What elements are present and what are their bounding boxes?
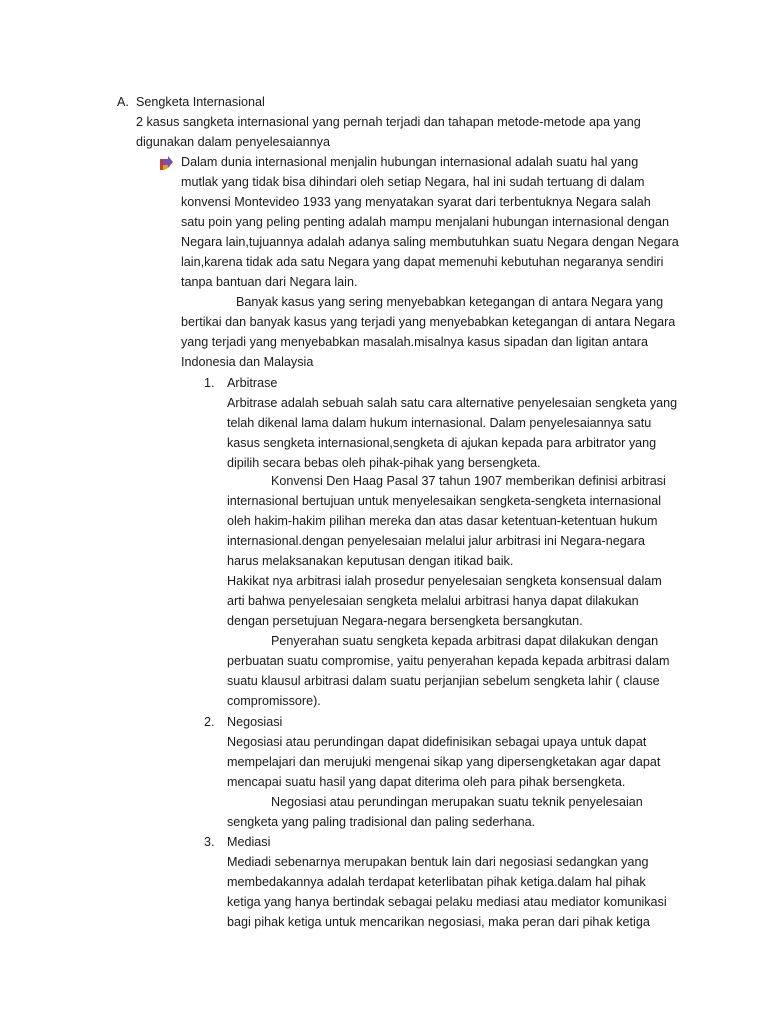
item-line: internasional bertujuan untuk menyelesaikan sengketa-sengketa internasional [227,494,662,508]
item-line: suatu klausul arbitrasi dalam suatu perjanjian sebelum sengketa lahir ( clause [227,674,660,688]
item-line: kasus sengketa internasional,sengketa di ajukan kepada para arbitrator yang [227,436,657,450]
item-line: Mediadi sebenarnya merupakan bentuk lain dari negosiasi sedangkan yang [227,855,649,869]
item-number: 3. [204,835,215,849]
item-line: Penyerahan suatu sengketa kepada arbitrasi dapat dilakukan dengan [271,634,659,648]
bullet-line: Dalam dunia internasional menjalin hubungan internasional adalah suatu hal yang [181,155,639,169]
item-title-arbitrase: Arbitrase [227,376,278,390]
item-line: Arbitrase adalah sebuah salah satu cara alternative penyelesaian sengketa yang [227,396,678,410]
bullet-para2-line: Banyak kasus yang sering menyebabkan ketegangan di antara Negara yang [236,295,664,309]
item-line: Negosiasi atau perundingan merupakan suatu teknik penyelesaian [271,795,643,809]
arrow-bullet-icon [158,156,174,172]
item-line: perbuatan suatu compromise, yaitu penyerahan kepada kepada arbitrasi dalam [227,654,670,668]
item-line: mencapai suatu hasil yang dapat diterima oleh para pihak bersengketa. [227,775,626,789]
bullet-line: konvensi Montevideo 1933 yang menyatakan syarat dari terbentuknya Negara salah [181,195,651,209]
bullet-para2-line: Indonesia dan Malaysia [181,355,314,369]
item-line: ketiga yang hanya bertindak sebagai pelaku mediasi atau mediator komunikasi [227,895,667,909]
item-line: arti bahwa penyelesaian sengketa melalui arbitrasi hanya dapat dilakukan [227,594,639,608]
item-line: harus melaksanakan keputusan dengan itikad baik. [227,554,514,568]
item-title-mediasi: Mediasi [227,835,271,849]
item-title-negosiasi: Negosiasi [227,715,283,729]
item-line: compromissore). [227,694,321,708]
item-number: 1. [204,376,215,390]
bullet-line: Negara lain,tujuannya adalah adanya saling membutuhkan suatu Negara dengan Negara [181,235,679,249]
item-line: bagi pihak ketiga untuk mencarikan negosiasi, maka peran dari pihak ketiga [227,915,650,929]
intro-line: digunakan dalam penyelesaiannya [136,135,330,149]
intro-line: 2 kasus sangketa internasional yang pernah terjadi dan tahapan metode-metode apa yang [136,115,641,129]
item-line: dengan persetujuan Negara-negara bersengketa bersangkutan. [227,614,583,628]
bullet-line: lain,karena tidak ada satu Negara yang dapat memenuhi kebutuhan negaranya sendiri [181,255,664,269]
item-line: Negosiasi atau perundingan dapat didefinisikan sebagai upaya untuk dapat [227,735,647,749]
section-letter: A. [117,95,129,109]
item-line: mempelajari dan merujuki mengenai sikap yang dipersengketakan agar dapat [227,755,661,769]
bullet-line: tanpa bantuan dari Negara lain. [181,275,358,289]
bullet-line: satu poin yang peling penting adalah mampu menjalani hubungan internasional dengan [181,215,670,229]
item-line: Konvensi Den Haag Pasal 37 tahun 1907 memberikan definisi arbitrasi [271,474,666,488]
item-line: Hakikat nya arbitrasi ialah prosedur penyelesaian sengketa konsensual dalam [227,574,662,588]
bullet-para2-line: yang terjadi yang menyebabkan masalah.misalnya kasus sipadan dan ligitan antara [181,335,648,349]
item-line: sengketa yang paling tradisional dan paling sederhana. [227,815,536,829]
bullet-line: mutlak yang tidak bisa dihindari oleh setiap Negara, hal ini sudah tertuang di dalam [181,175,645,189]
bullet-para2-line: bertikai dan banyak kasus yang terjadi yang menyebabkan ketegangan di antara Negara [181,315,676,329]
item-number: 2. [204,715,215,729]
item-line: internasional.dengan penyelesaian melalui jalur arbitrasi ini Negara-negara [227,534,645,548]
item-line: membedakannya adalah terdapat keterlibatan pihak ketiga.dalam hal pihak [227,875,646,889]
item-line: telah dikenal lama dalam hukum internasional. Dalam penyelesaiannya satu [227,416,652,430]
section-title: Sengketa Internasional [136,95,265,109]
item-line: dipilih secara bebas oleh pihak-pihak yang bersengketa. [227,456,541,470]
item-line: oleh hakim-hakim pilihan mereka dan atas dasar ketentuan-ketentuan hukum [227,514,658,528]
